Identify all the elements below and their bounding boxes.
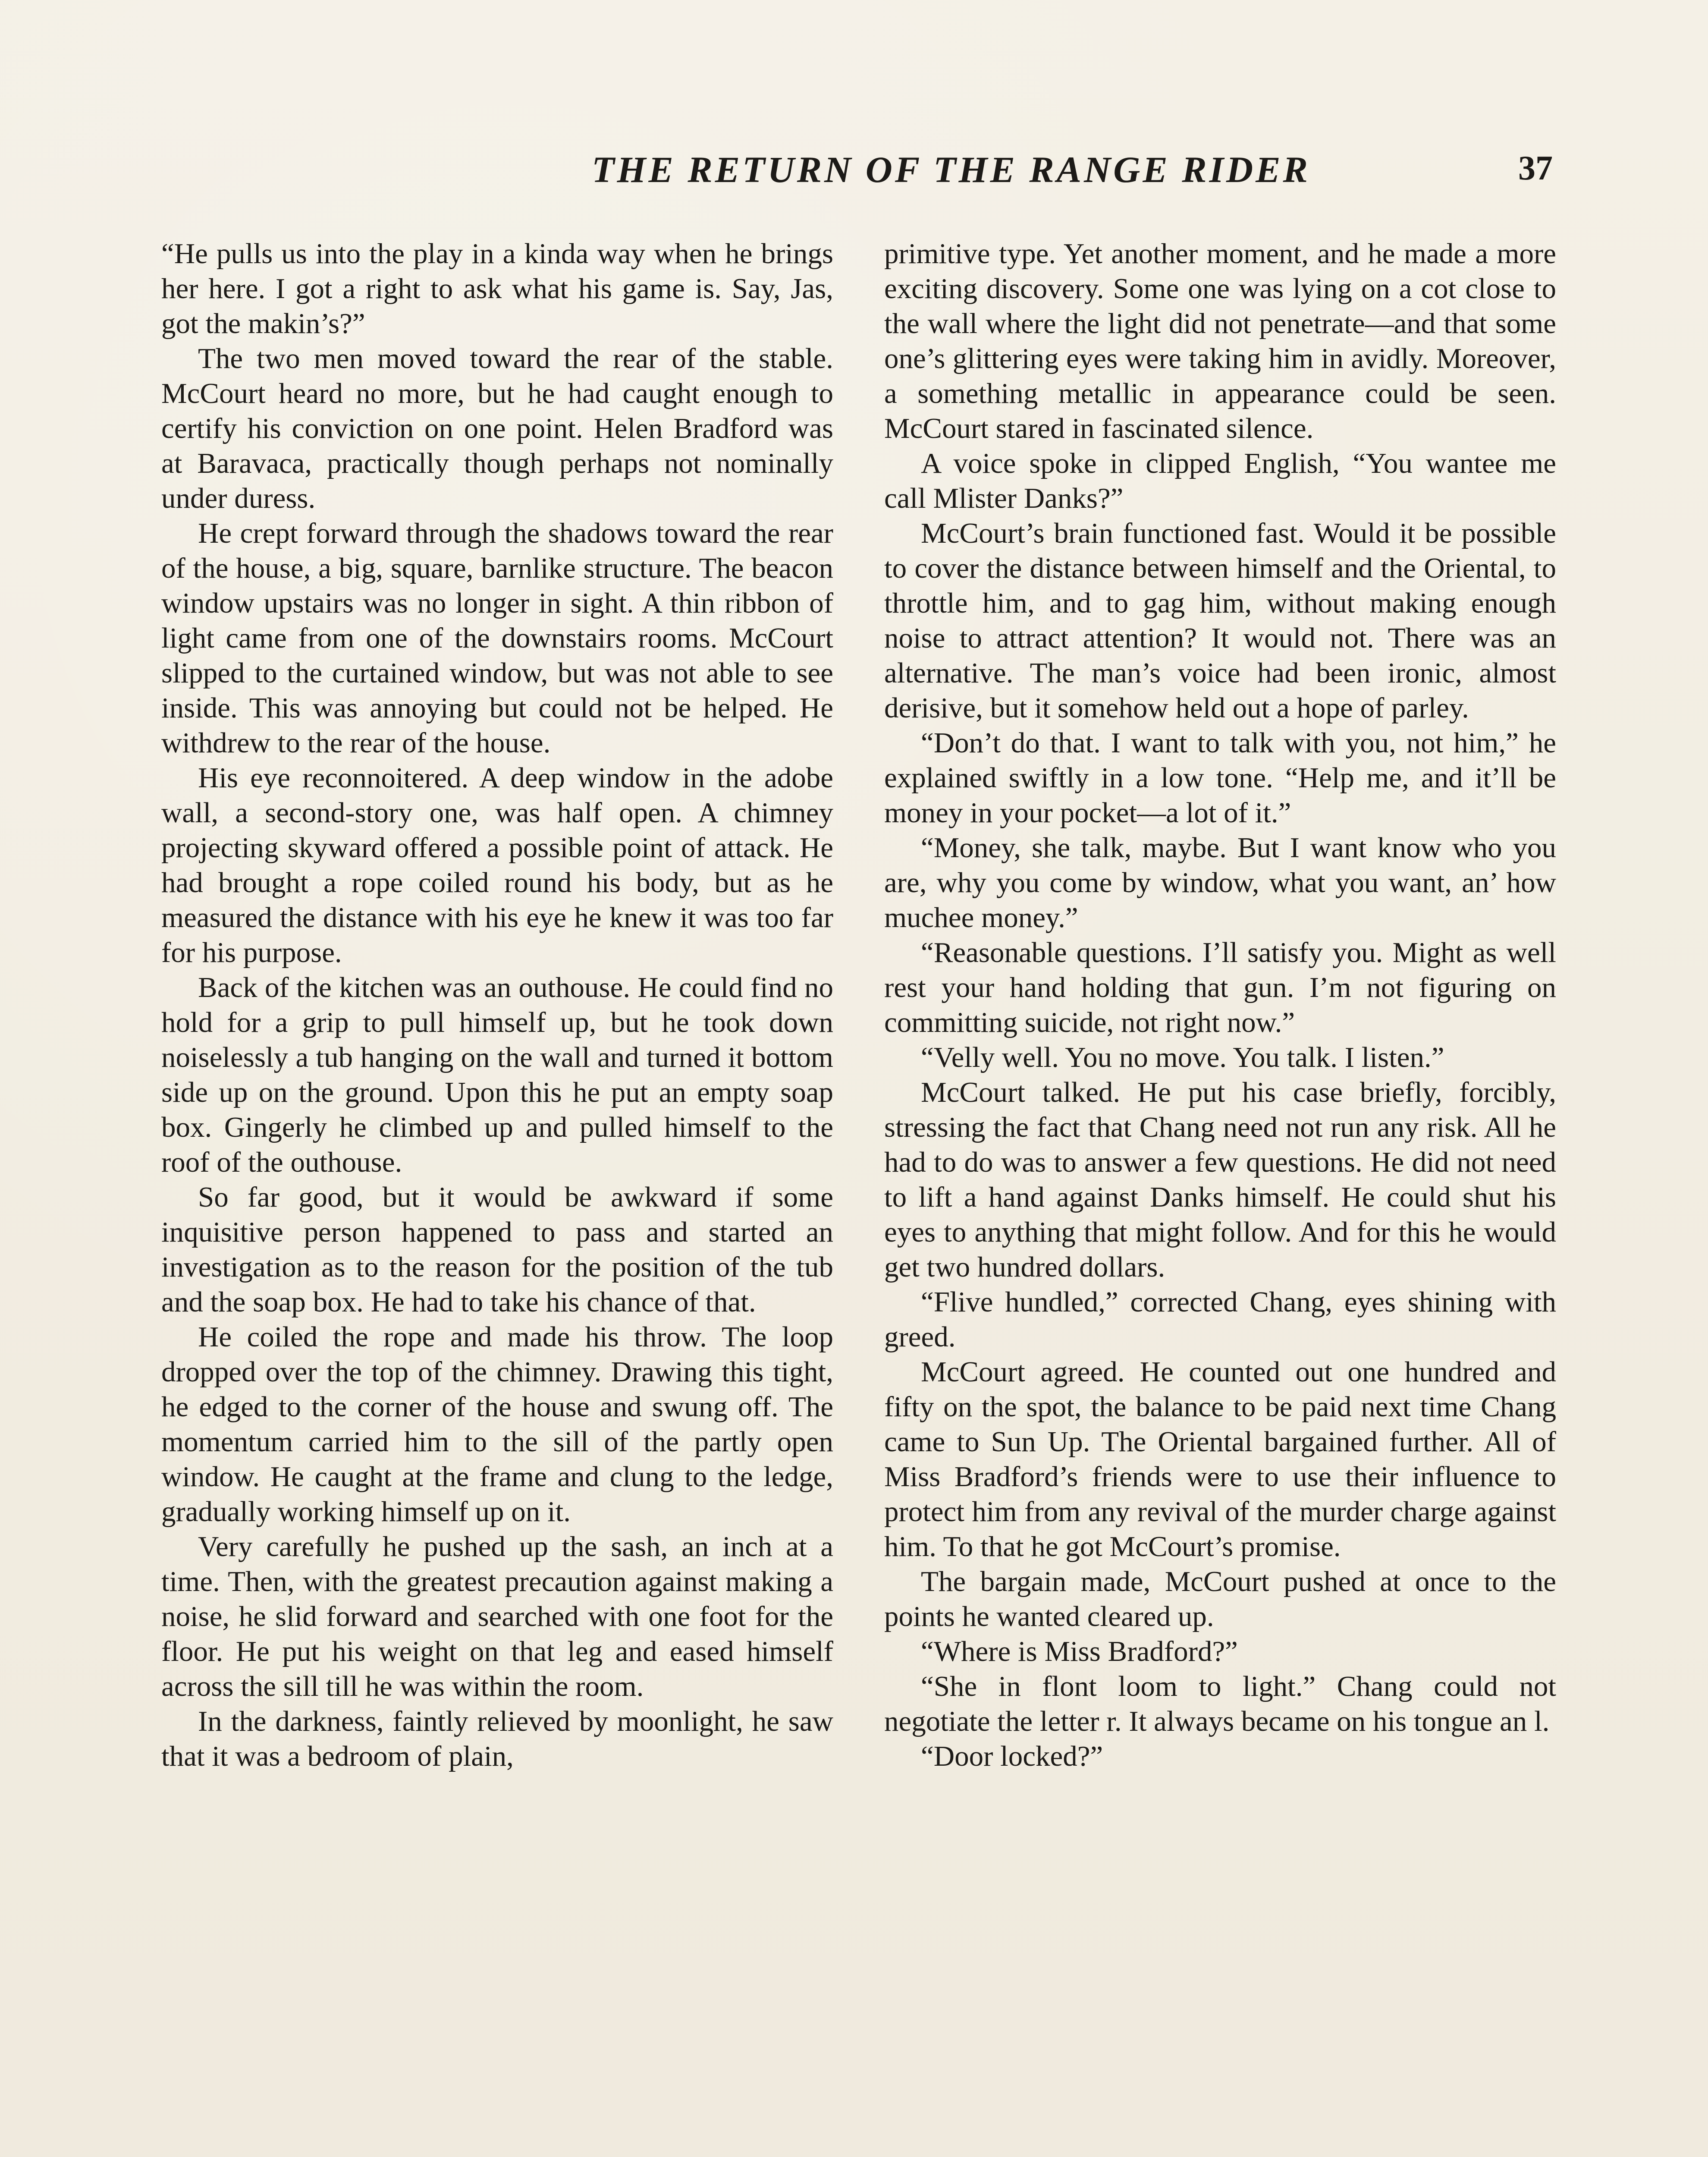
paragraph: So far good, but it would be awkward if some inquisitive person happened to pass and started an investigation as to the reason for the position of the tub and the soap box. He had to take his chance of that.: [161, 1181, 833, 1318]
right-column: [884, 236, 1556, 2157]
paragraph: “Where is Miss Bradford?”: [921, 1635, 1238, 1667]
paragraph: The bargain made, McCourt pushed at once to the points he wanted cleared up.: [884, 1566, 1556, 1632]
paragraph: He crept forward through the shadows toward the rear of the house, a big, square, barnlike structure. The beacon window upstairs was no longer in sight. A thin ribbon of light came from one of the downstairs rooms. McCourt slipped to the curtained window, but was not able to see inside. This was annoying but could not be helped. He withdrew to the rear of the house.: [161, 517, 833, 759]
running-title: THE RETURN OF THE RANGE RIDER: [592, 149, 1310, 190]
paragraph: “Reasonable questions. I’ll satisfy you. Might as well rest your hand holding that gun. I’m not figuring on committing suicide, not right now.”: [884, 937, 1556, 1038]
paragraph: McCourt agreed. He counted out one hundred and fifty on the spot, the balance to be paid next time Chang came to Sun Up. The Oriental bargained further. All of Miss Bradford’s friends were to use their influence to protect him from any revival of the murder charge against him. To that he got McCourt’s promise.: [884, 1356, 1556, 1563]
paragraph: A voice spoke in clipped English, “You wantee me call Mlister Danks?”: [884, 447, 1556, 514]
paragraph: “Velly well. You no move. You talk. I listen.”: [921, 1041, 1444, 1073]
paragraph: “He pulls us into the play in a kinda way when he brings her here. I got a right to ask what his game is. Say, Jas, got the makin’s?”: [161, 238, 833, 340]
paragraph: primitive type. Yet another moment, and he made a more exciting discovery. Some one was lying on a cot close to the wall where the light did not penetrate—and that some one’s glittering eyes were taking him in avidly. Moreover, a something metallic in appearance could be seen. McCourt stared in fascinated silence.: [884, 238, 1556, 444]
paragraph: Back of the kitchen was an outhouse. He could find no hold for a grip to pull himself up, but he took down noiselessly a tub hanging on the wall and turned it bottom side up on the ground. Upon this he put an empty soap box. Gingerly he climbed up and pulled himself to the roof of the outhouse.: [161, 972, 833, 1178]
paragraph: “Don’t do that. I want to talk with you, not him,” he explained swiftly in a low tone. “Help me, and it’ll be money in your pocket—a lot of it.”: [884, 727, 1556, 829]
page-number: 37: [1518, 149, 1553, 187]
paragraph: In the darkness, faintly relieved by moonlight, he saw that it was a bedroom of plain,: [161, 1705, 833, 1772]
paragraph: McCourt talked. He put his case briefly, forcibly, stressing the fact that Chang need not run any risk. All he had to do was to answer a few questions. He did not need to lift a hand against Danks himself. He could shut his eyes to anything that might follow. And for this he would get two hundred dollars.: [884, 1076, 1556, 1283]
left-column: [161, 236, 833, 2157]
paragraph: He coiled the rope and made his throw. The loop dropped over the top of the chimney. Drawing this tight, he edged to the corner of the house and swung off. The momentum carried him to the sill of the partly open window. He caught at the frame and clung to the ledge, gradually working himself up on it.: [161, 1321, 833, 1528]
text-columns: [161, 236, 1556, 2157]
page-header: [160, 151, 1553, 203]
paragraph: “Flive hundled,” corrected Chang, eyes shining with greed.: [884, 1286, 1556, 1353]
paragraph: “Door locked?”: [921, 1740, 1103, 1772]
paragraph: McCourt’s brain functioned fast. Would it be possible to cover the distance between himself and the Oriental, to throttle him, and to gag him, without making enough noise to attract attention? It would not. There was an alternative. The man’s voice had been ironic, almost derisive, but it somehow held out a hope of parley.: [884, 517, 1556, 724]
paragraph: “She in flont loom to light.” Chang could not negotiate the letter r. It always became on his tongue an l.: [884, 1670, 1556, 1737]
paragraph: “Money, she talk, maybe. But I want know who you are, why you come by window, what you want, an’ how muchee money.”: [884, 832, 1556, 934]
paragraph: Very carefully he pushed up the sash, an inch at a time. Then, with the greatest precaution against making a noise, he slid forward and searched with one foot for the floor. He put his weight on that leg and eased himself across the sill till he was within the room.: [161, 1531, 833, 1702]
paragraph: His eye reconnoitered. A deep window in the adobe wall, a second-story one, was half open. A chimney projecting skyward offered a possible point of attack. He had brought a rope coiled round his body, but as he measured the distance with his eye he knew it was too far for his purpose.: [161, 762, 833, 968]
paragraph: The two men moved toward the rear of the stable. McCourt heard no more, but he had caught enough to certify his conviction on one point. Helen Bradford was at Baravaca, practically though perhaps not nominally under duress.: [161, 343, 833, 514]
